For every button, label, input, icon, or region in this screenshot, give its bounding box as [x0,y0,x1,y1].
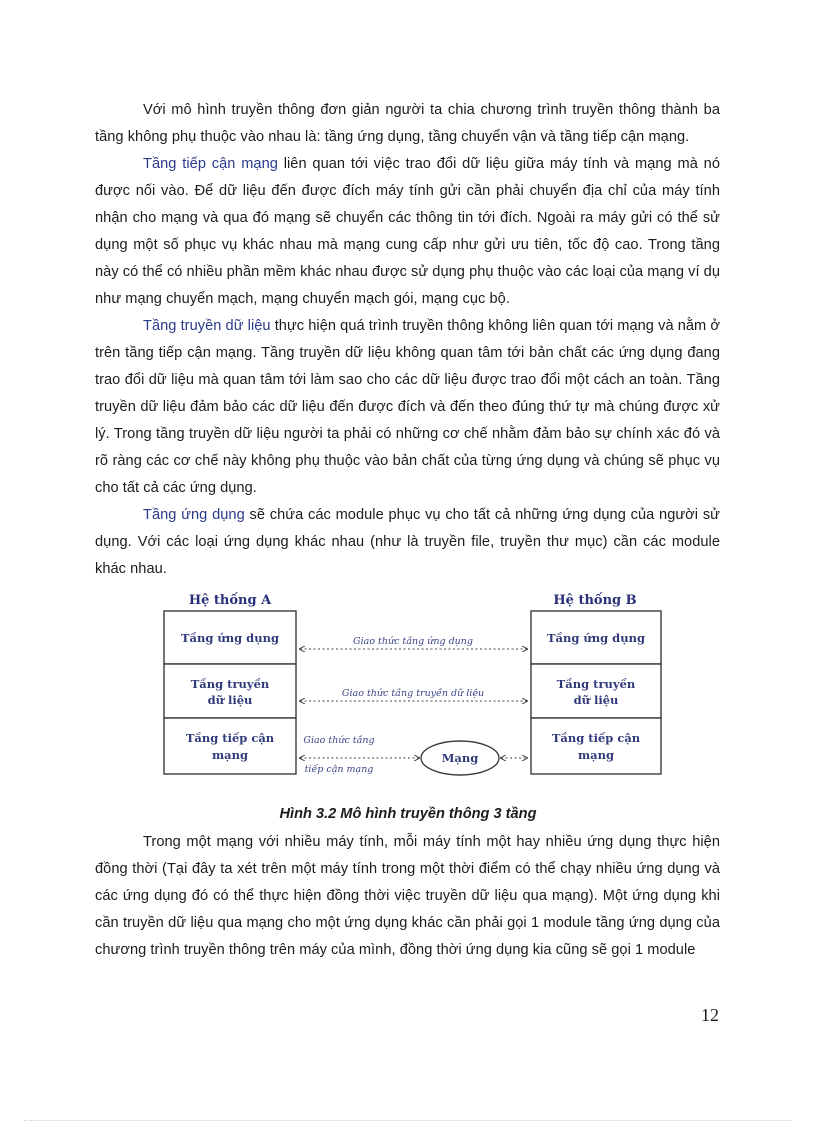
access-protocol-label-1: Giao thức tầng [303,735,375,746]
paragraph-intro [95,97,720,151]
paragraph-transport-text: thực hiện quá trình truyền thông không liên quan tới mạng và nằm ở trên tầng tiếp cận mạng. Tầng truyền dữ liệu không quan tâm tới bản chất các ứng dụng đang trao đổi dữ liệu mà quan tâm tới làm sao cho các dữ liệu được trao đổi một cách an toàn. Tầng truyền dữ liệu đảm bảo các dữ liệu đến được đích và đến theo đúng thứ tự mà chúng được xử lý. Trong tầng truyền dữ liệu người ta phải có những cơ chế nhằm đảm bảo sự chính xác đó và rõ ràng các cơ chế này không phụ thuộc vào bản chất của từng ứng dụng và chúng sẽ phục vụ cho tất cả các ứng dụng. [95,318,720,496]
system-b-title: Hệ thống B [553,593,637,608]
network-label: Mạng [441,751,479,765]
system-a-transport-label-2: dữ liệu [207,693,253,707]
three-layer-diagram [163,591,663,777]
system-b-transport-label-1: Tầng truyền [556,677,636,691]
system-a-access-label-1: Tầng tiếp cận [185,731,275,745]
application-protocol-label: Giao thức tầng ứng dụng [352,636,474,647]
paragraph-application-text: sẽ chứa các module phục vụ cho tất cả những ứng dụng của người sử dụng. Với các loại ứng dụng khác nhau (như là truyền file, truyền thư mục) cần các module khác nhau. [95,507,720,577]
paragraph-network-access-text: liên quan tới việc trao đổi dữ liệu giữa máy tính và mạng mà nó được nối vào. Để dữ liệu đến được đích máy tính gửi cần phải chuyển địa chỉ của máy tính nhận cho mạng và qua đó mạng sẽ chuyển các thông tin tới đích. Ngoài ra máy gửi có thể sử dụng một số phục vụ khác nhau mà mạng cung cấp như gửi ưu tiên, tốc độ cao. Trong tầng này có thể có nhiều phần mềm khác nhau được sử dụng phụ thuộc vào các loại của mạng ví dụ như mạng chuyển mạch, mạng chuyển mạch gói, mạng cục bộ. [95,156,720,307]
paragraph-application [95,502,720,583]
diagram-svg [163,591,663,777]
paragraph-intro-text: Với mô hình truyền thông đơn giản người ta chia chương trình truyền thông thành ba tầng không phụ thuộc vào nhau là: tầng ứng dụng, tầng chuyển vận và tầng tiếp cận mạng. [95,102,720,145]
page-body-continued [95,829,720,964]
access-protocol-label-2: tiếp cận mạng [304,764,374,775]
system-a-access-box [164,718,296,774]
paragraph-network-access [95,151,720,313]
system-b-transport-label-2: dữ liệu [573,693,619,707]
term-application: Tầng ứng dụng [143,507,245,523]
page-bottom-border [24,1120,792,1121]
page-body [95,97,720,583]
system-b-transport-box [531,664,661,718]
paragraph-continuation: Trong một mạng với nhiều máy tính, mỗi máy tính một hay nhiều ứng dụng thực hiện đồng thời (Tại đây ta xét trên một máy tính trong một thời điểm có thể chạy nhiều ứng dụng và các ứng dụng đó có thể thực hiện đồng thời việc truyền dữ liệu qua mạng). Một ứng dụng khi cần truyền dữ liệu qua mạng cho một ứng dụng khác cần phải gọi 1 module tầng ứng dụng của chương trình truyền thông trên máy của mình, đồng thời ứng dụng kia cũng sẽ gọi 1 module [95,834,720,958]
paragraph-transport [95,313,720,502]
system-b-application-label: Tầng ứng dụng [547,631,645,645]
system-b-access-box [531,718,661,774]
system-a-transport-label-1: Tầng truyền [190,677,270,691]
page-number: 12 [701,1005,719,1025]
term-network-access: Tầng tiếp cận mạng [143,156,278,172]
system-a-title: Hệ thống A [188,593,272,608]
figure-caption: Hình 3.2 Mô hình truyền thông 3 tầng [279,806,537,822]
system-a-transport-box [164,664,296,718]
transport-protocol-label: Giao thức tầng truyền dữ liệu [341,688,485,699]
system-b-access-label-2: mạng [577,748,615,762]
system-b-access-label-1: Tầng tiếp cận [551,731,641,745]
system-a-access-label-2: mạng [211,748,249,762]
system-a-application-label: Tầng ứng dụng [181,631,279,645]
term-transport: Tầng truyền dữ liệu [143,318,271,334]
